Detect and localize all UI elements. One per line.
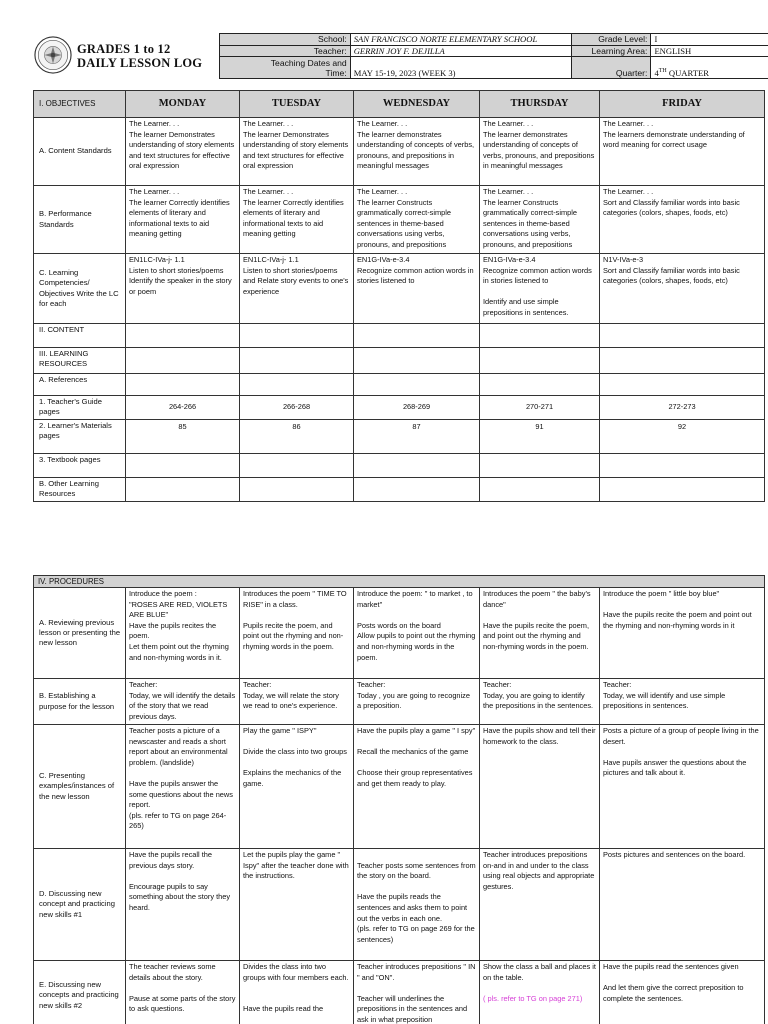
- performance-standards-friday: The Learner. . . Sort and Classify familiar words into basic categories (colors, shapes, foods, etc): [600, 186, 765, 254]
- teacher-label: Teacher:: [220, 45, 351, 57]
- table-row: [34, 679, 765, 725]
- establishing-purpose-tuesday: Teacher: Today, we will relate the story we read to one's experience.: [240, 679, 354, 725]
- reviewing-lesson-friday: Introduce the poem " little boy blue" Have the pupils recite the poem and point out the rhyming and non-rhyming words in it: [600, 588, 765, 679]
- quarter-label: Quarter:: [571, 57, 651, 79]
- presenting-examples-tuesday: Play the game " ISPY" Divide the class into two groups Explains the mechanics of the game.: [240, 725, 354, 849]
- table-row: [34, 348, 765, 374]
- discussing-concept-1-thursday: Teacher introduces prepositions on-and in and under to the class using real objects and appropriate gestures.: [480, 849, 600, 961]
- learning-competencies-tuesday: EN1LC-IVa-j- 1.1 Listen to short stories/poems and Relate story events to one's experience: [240, 254, 354, 324]
- discussing-concept-2-thursday-text: Show the class a ball and places it on the table.: [483, 962, 596, 982]
- teachers-guide-label: 1. Teacher's Guide pages: [34, 396, 126, 420]
- learning-competencies-wednesday: EN1G-IVa-e-3.4 Recognize common action words in stories listened to: [354, 254, 480, 324]
- performance-standards-tuesday: The Learner. . . The learner Correctly identifies elements of literary and informational texts to aid meaning getting: [240, 186, 354, 254]
- table-row: [34, 454, 765, 478]
- discussing-concept-1-monday: Have the pupils recall the previous days story. Encourage pupils to say something about the story they heard.: [126, 849, 240, 961]
- discussing-concept-1-tuesday: Let the pupils play the game " Ispy" after the teacher done with the instructions.: [240, 849, 354, 961]
- quarter-number: 4: [654, 68, 659, 79]
- lm-pages-thursday: 91: [480, 420, 600, 454]
- content-standards-thursday: The Learner. . . The learner demonstrates understanding of concepts of verbs, pronouns, and prepositions in meaningful messages: [480, 118, 600, 186]
- tg-pages-friday: 272-273: [600, 396, 765, 420]
- discussing-concept-2-monday: The teacher reviews some details about the story. Pause at some parts of the story to ask questions.: [126, 961, 240, 1024]
- table-row: [34, 725, 765, 849]
- lm-pages-wednesday: 87: [354, 420, 480, 454]
- teaching-dates-value: MAY 15-19, 2023 (WEEK 3): [350, 57, 571, 79]
- performance-standards-thursday: The Learner. . . The learner Constructs grammatically correct-simple sentences in theme-based conversations using verbs, pronouns, and prepositions: [480, 186, 600, 254]
- table-row: [34, 118, 765, 186]
- grade-level-label: Grade Level:: [571, 34, 651, 46]
- table-row: [34, 254, 765, 324]
- lesson-log-header: [33, 33, 764, 80]
- content-standards-friday: The Learner. . . The learners demonstrate understanding of word meaning for correct usage: [600, 118, 765, 186]
- reviewing-lesson-label: A. Reviewing previous lesson or presenting the new lesson: [34, 588, 126, 679]
- tg-pages-tuesday: 266-268: [240, 396, 354, 420]
- school-value: SAN FRANCISCO NORTE ELEMENTARY SCHOOL: [350, 34, 571, 46]
- procedures-heading: IV. PROCEDURES: [34, 576, 765, 588]
- tg-pages-monday: 264-266: [126, 396, 240, 420]
- teaching-dates-label: [220, 57, 351, 79]
- lm-pages-friday: 92: [600, 420, 765, 454]
- presenting-examples-wednesday: Have the pupils play a game " I spy" Recall the mechanics of the game Choose their group representatives and get them ready to play.: [354, 725, 480, 849]
- establishing-purpose-monday: Teacher: Today, we will identify the details of the story that we read previous days.: [126, 679, 240, 725]
- reviewing-lesson-tuesday: Introduces the poem " TIME TO RISE" in a class. Pupils recite the poem, and point out the rhyming and non-rhyming words in the poem.: [240, 588, 354, 679]
- table-row: [34, 186, 765, 254]
- grade-level-value: I: [651, 34, 768, 46]
- discussing-concept-1-label: D. Discussing new concept and practicing new skills #1: [34, 849, 126, 961]
- teacher-value: GERRIN JOY F. DEJILLA: [350, 45, 571, 57]
- school-label: School:: [220, 34, 351, 46]
- learning-competencies-friday: N1V-IVa-e-3 Sort and Classify familiar words into basic categories (colors, shapes, foods, etc): [600, 254, 765, 324]
- day-header-wednesday: WEDNESDAY: [354, 91, 480, 118]
- reviewing-lesson-monday: Introduce the poem : "ROSES ARE RED, VIOLETS ARE BLUE" Have the pupils recites the poem. Let them point out the rhyming and non-rhyming words in it.: [126, 588, 240, 679]
- presenting-examples-label: C. Presenting examples/instances of the new lesson: [34, 725, 126, 849]
- table-row: [34, 849, 765, 961]
- lesson-info-table: [219, 33, 768, 79]
- performance-standards-monday: The Learner. . . The learner Correctly identifies elements of literary and informational texts to aid meaning getting: [126, 186, 240, 254]
- presenting-examples-friday: Posts a picture of a group of people living in the desert. Have pupils answer the questions about the pictures and talk about it.: [600, 725, 765, 849]
- establishing-purpose-friday: Teacher: Today, we will identify and use simple prepositions in sentences.: [600, 679, 765, 725]
- table-row: [34, 588, 765, 679]
- content-standards-tuesday: The Learner. . . The learner Demonstrates understanding of story elements and text structures for effective oral expression: [240, 118, 354, 186]
- discussing-concept-2-thursday: [480, 961, 600, 1024]
- day-header-monday: MONDAY: [126, 91, 240, 118]
- procedures-table: [33, 575, 765, 1024]
- other-resources-label: B. Other Learning Resources: [34, 478, 126, 502]
- day-header-friday: FRIDAY: [600, 91, 765, 118]
- discussing-concept-2-friday: Have the pupils read the sentences given And let them give the correct preposition to complete the sentences.: [600, 961, 765, 1024]
- lm-pages-tuesday: 86: [240, 420, 354, 454]
- presenting-examples-monday: Teacher posts a picture of a newscaster and reads a short report about an environmental problem. (landslide) Have the pupils answer the some questions about the news report. (pls. refer to TG on page 264-265): [126, 725, 240, 849]
- discussing-concept-2-label: E. Discussing new concepts and practicing new skills #2: [34, 961, 126, 1024]
- learning-area-value: ENGLISH: [651, 45, 768, 57]
- performance-standards-wednesday: The Learner. . . The learner Constructs grammatically correct-simple sentences in theme-based conversations using verbs, pronouns, and prepositions: [354, 186, 480, 254]
- tg-pages-wednesday: 268-269: [354, 396, 480, 420]
- content-standards-label: A. Content Standards: [34, 118, 126, 186]
- table-row: [34, 396, 765, 420]
- day-header-thursday: THURSDAY: [480, 91, 600, 118]
- establishing-purpose-wednesday: Teacher: Today , you are going to recognize a preposition.: [354, 679, 480, 725]
- learning-resources-label: III. LEARNING RESOURCES: [34, 348, 126, 374]
- table-row: [34, 374, 765, 396]
- content-standards-wednesday: The Learner. . . The learner demonstrates understanding of concepts of verbs, pronouns, and prepositions in meaningful messages: [354, 118, 480, 186]
- table-row: [34, 420, 765, 454]
- establishing-purpose-label: B. Establishing a purpose for the lesson: [34, 679, 126, 725]
- quarter-word: QUARTER: [666, 68, 709, 79]
- table-row: [34, 324, 765, 348]
- learning-competencies-label: C. Learning Competencies/ Objectives Write the LC for each: [34, 254, 126, 324]
- learning-area-label: Learning Area:: [571, 45, 651, 57]
- establishing-purpose-thursday: Teacher: Today, you are going to identify the prepositions in the sentences.: [480, 679, 600, 725]
- reviewing-lesson-wednesday: Introduce the poem: " to market , to market" Posts words on the board Allow pupils to point out the rhyming and non-rhyming words in the poem.: [354, 588, 480, 679]
- table-row: [34, 478, 765, 502]
- tg-reference-note: ( pls. refer to TG on page 271): [483, 993, 583, 1003]
- references-label: A. References: [34, 374, 126, 396]
- performance-standards-label: B. Performance Standards: [34, 186, 126, 254]
- teaching-dates-label-line1: Teaching Dates and: [270, 57, 347, 68]
- learning-competencies-monday: EN1LC-IVa-j- 1.1 Listen to short stories/poems Identify the speaker in the story or poem: [126, 254, 240, 324]
- lm-pages-monday: 85: [126, 420, 240, 454]
- content-label: II. CONTENT: [34, 324, 126, 348]
- presenting-examples-thursday: Have the pupils show and tell their homework to the class.: [480, 725, 600, 849]
- objectives-table: [33, 90, 765, 502]
- objectives-heading: I. OBJECTIVES: [34, 91, 126, 118]
- quarter-suffix: TH: [658, 68, 667, 75]
- teaching-dates-label-line2: Time:: [325, 67, 347, 78]
- discussing-concept-2-tuesday: Divides the class into two groups with four members each. Have the pupils read the: [240, 961, 354, 1024]
- form-title-line1: GRADES 1 to 12: [77, 42, 171, 56]
- deped-seal-icon: [34, 36, 72, 74]
- textbook-pages-label: 3. Textbook pages: [34, 454, 126, 478]
- learning-competencies-thursday: EN1G-IVa-e-3.4 Recognize common action words in stories listened to Identify and use simple prepositions in sentences.: [480, 254, 600, 324]
- discussing-concept-2-wednesday: Teacher introduces prepositions " IN " and "ON". Teacher will underlines the prepositions in the sentences and ask in what preposition: [354, 961, 480, 1024]
- day-header-tuesday: TUESDAY: [240, 91, 354, 118]
- table-row: [34, 961, 765, 1024]
- tg-pages-thursday: 270-271: [480, 396, 600, 420]
- discussing-concept-1-wednesday: Teacher posts some sentences from the story on the board. Have the pupils reads the sentences and asks them to point out the verbs in each one. (pls. refer to TG on page 269 for the sentences): [354, 849, 480, 961]
- reviewing-lesson-thursday: Introduces the poem " the baby's dance" Have the pupils recite the poem, and point out the rhyming and non-rhyming words in the poem.: [480, 588, 600, 679]
- quarter-value: [651, 57, 768, 79]
- content-standards-monday: The Learner. . . The learner Demonstrates understanding of story elements and text structures for effective oral expression: [126, 118, 240, 186]
- discussing-concept-1-friday: Posts pictures and sentences on the board.: [600, 849, 765, 961]
- learners-materials-label: 2. Learner's Materials pages: [34, 420, 126, 454]
- form-title-line2: DAILY LESSON LOG: [77, 56, 203, 70]
